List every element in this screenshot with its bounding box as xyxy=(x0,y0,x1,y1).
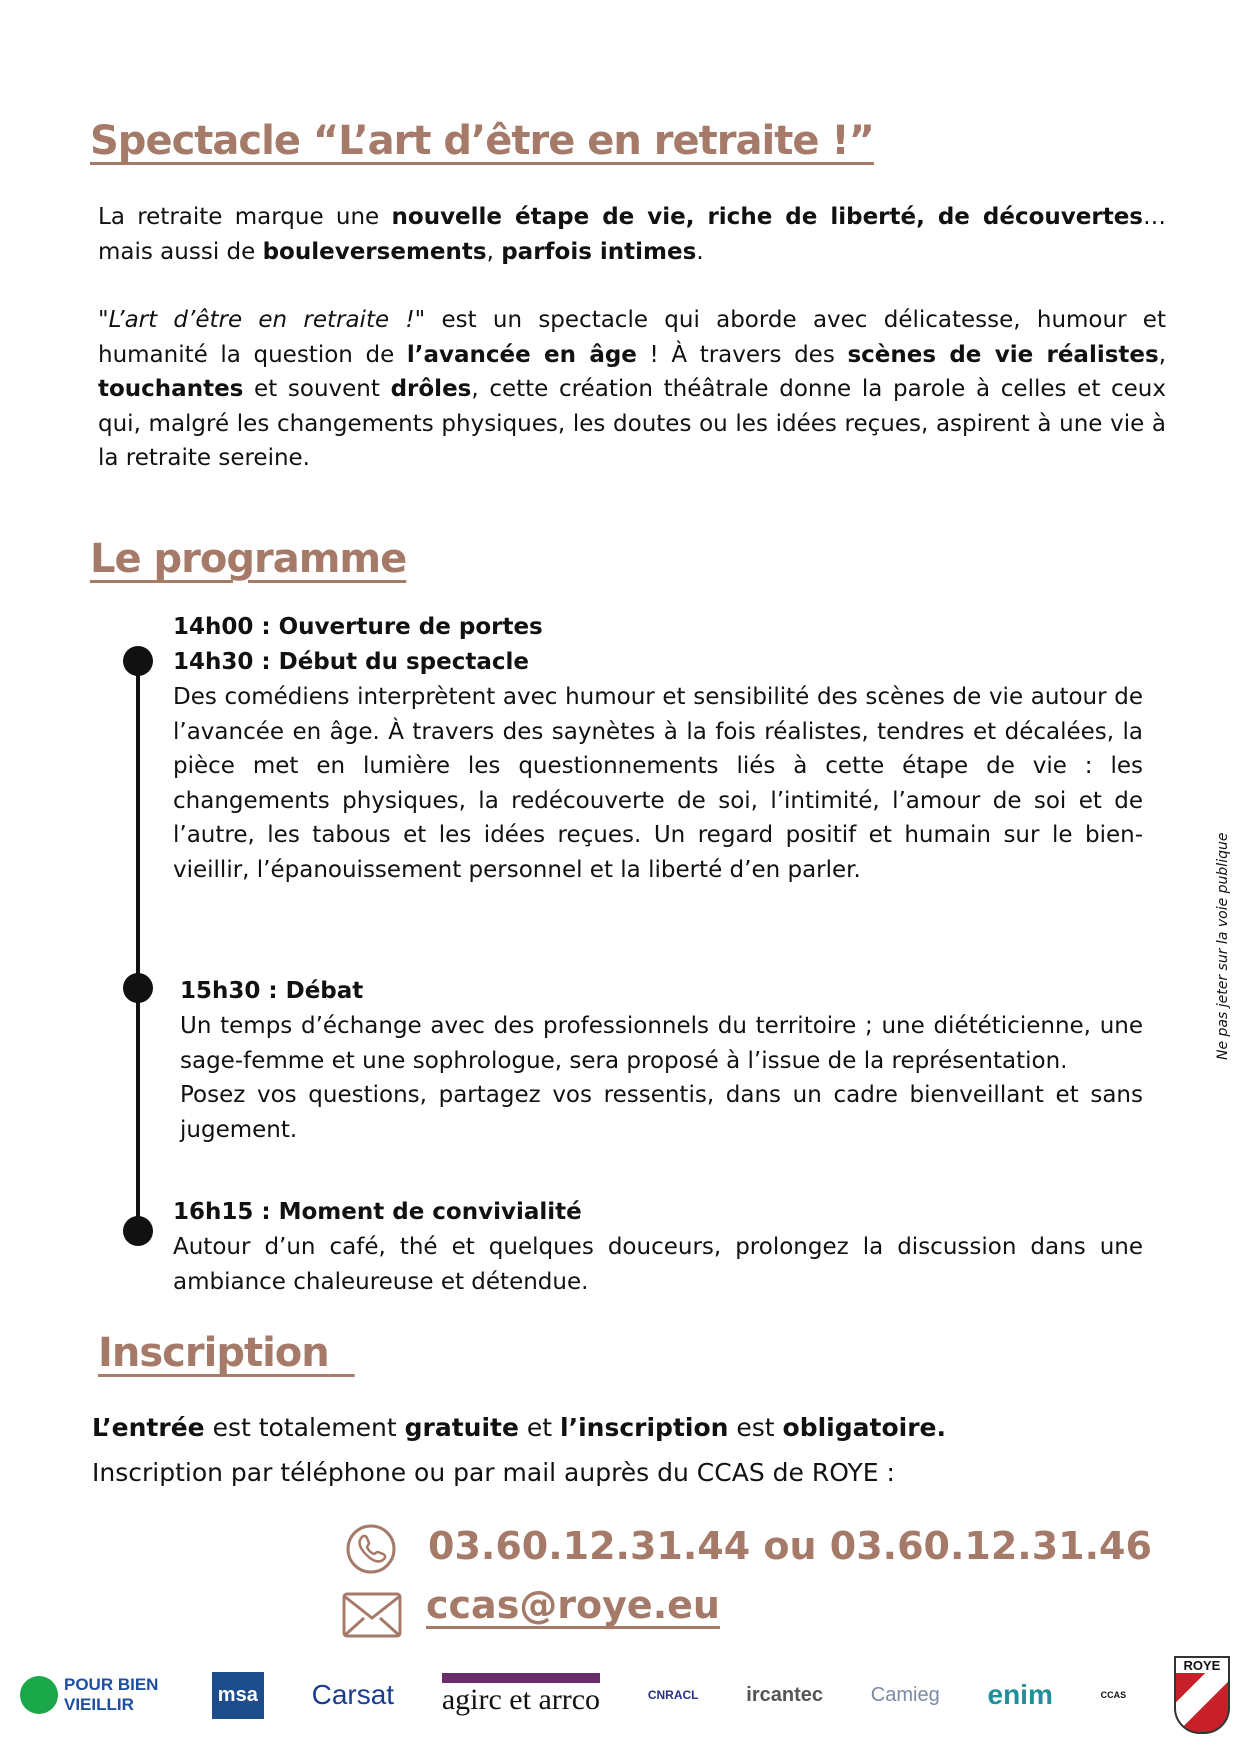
inscription-heading-text: Inscription xyxy=(98,1330,329,1376)
text-run: drôles xyxy=(390,376,472,402)
logo-roye: ROYE xyxy=(1174,1656,1230,1734)
logo-camieg: Camieg xyxy=(870,1683,940,1706)
logo-cnracl: CNRACL xyxy=(647,1688,699,1702)
text-run: est un spectacle qui aborde avec délicatesse, humour et humanité la question de xyxy=(98,307,1166,368)
programme-heading: Le programme xyxy=(90,536,407,582)
text-run: l’inscription xyxy=(560,1413,729,1442)
programme-item-start xyxy=(173,610,1143,887)
text-run: et xyxy=(518,1413,561,1442)
text-run: gratuite xyxy=(404,1413,519,1442)
text-run: , cette création théâtrale donne la parole à celles et ceux qui, malgré les changements physiques, les doutes ou les idées reçues, aspirent à une vie à la retraite sereine. xyxy=(98,376,1166,471)
text-run: bouleversements xyxy=(262,238,487,265)
logo-carsat: Carsat xyxy=(311,1679,395,1710)
logo-ccas: CCAS xyxy=(1100,1690,1127,1700)
page-title: Spectacle “L’art d’être en retraite !” xyxy=(90,118,874,164)
programme-item-debate xyxy=(180,974,1143,1147)
logo-enim: enim xyxy=(987,1679,1053,1710)
time-convivial: 16h15 : Moment de convivialité xyxy=(173,1199,582,1225)
phone-icon xyxy=(345,1523,397,1579)
email-icon xyxy=(342,1592,402,1642)
intro-paragraph-2 xyxy=(98,303,1166,476)
inscription-heading xyxy=(98,1330,355,1376)
time-debate: 15h30 : Débat xyxy=(180,978,364,1004)
timeline-line xyxy=(136,660,140,1232)
email-link[interactable]: ccas@roye.eu xyxy=(426,1583,720,1627)
inscription-line-1 xyxy=(92,1410,946,1446)
partner-logos xyxy=(20,1655,1230,1735)
text-run: "L’art d’être en retraite !" xyxy=(98,307,426,333)
programme-item-convivial xyxy=(173,1195,1143,1299)
debate-description-2: Posez vos questions, partagez vos ressentis, dans un cadre bienveillant et sans jugement. xyxy=(180,1082,1143,1143)
time-open: 14h00 : Ouverture de portes xyxy=(173,614,543,640)
text-run: La retraite marque une xyxy=(98,204,392,230)
text-run: . xyxy=(696,238,704,265)
pbv-badge-icon xyxy=(20,1676,58,1714)
start-description: Des comédiens interprètent avec humour et sensibilité des scènes de vie autour de l’avancée en âge. À travers des saynètes à la fois réalistes, tendres et décalées, la pièce met en lumière les questionnements liés à cette étape de vie : les changements physiques, la redécouverte de soi, l’intimité, l’amour de soi et de l’autre, les tabous et les idées reçues. Un regard positif et humain sur le bien- vieillir, l’épanouissement personnel et la liberté d’en parler. xyxy=(173,684,1143,883)
logo-ircantec: ircantec xyxy=(746,1683,824,1706)
text-run: l’avancée en âge xyxy=(406,341,637,368)
text-run: parfois intimes xyxy=(501,238,697,265)
text-run: ! À travers des xyxy=(636,341,848,368)
text-run: est xyxy=(728,1413,783,1442)
text-run: , xyxy=(1158,341,1167,368)
inscription-line-2: Inscription par téléphone ou par mail auprès du CCAS de ROYE : xyxy=(92,1458,895,1487)
timeline-dot xyxy=(123,1216,153,1246)
text-run: est totalement xyxy=(204,1413,405,1442)
intro-paragraph-1 xyxy=(98,200,1166,269)
text-run: … mais aussi de xyxy=(98,204,1166,265)
logo-msa: msa xyxy=(212,1672,264,1719)
timeline-dot xyxy=(123,973,153,1003)
text-run: obligatoire. xyxy=(782,1413,946,1442)
phone-numbers[interactable]: 03.60.12.31.44 ou 03.60.12.31.46 xyxy=(428,1524,1152,1568)
text-run: , xyxy=(486,238,502,265)
text-run: touchantes xyxy=(98,376,244,402)
convivial-description: Autour d’un café, thé et quelques douceurs, prolongez la discussion dans une ambiance chaleureuse et détendue. xyxy=(173,1234,1143,1295)
text-run: L’entrée xyxy=(92,1413,205,1442)
timeline-dot xyxy=(123,646,153,676)
text-run: scènes de vie réalistes xyxy=(847,341,1159,368)
side-note: Ne pas jeter sur la voie publique xyxy=(1215,832,1231,1060)
text-run: nouvelle étape de vie, riche de liberté, de découvertes xyxy=(391,204,1143,230)
logo-agirc-arrco: agirc et arrco xyxy=(442,1673,600,1717)
text-run: et souvent xyxy=(243,376,391,402)
debate-description: Un temps d’échange avec des professionnels du territoire ; une diététicienne, une sage-femme et une sophrologue, sera proposé à l’issue de la représentation. xyxy=(180,1013,1143,1074)
time-start: 14h30 : Début du spectacle xyxy=(173,649,529,675)
logo-pour-bien-vieillir: POUR BIEN VIEILLIR xyxy=(20,1675,164,1715)
